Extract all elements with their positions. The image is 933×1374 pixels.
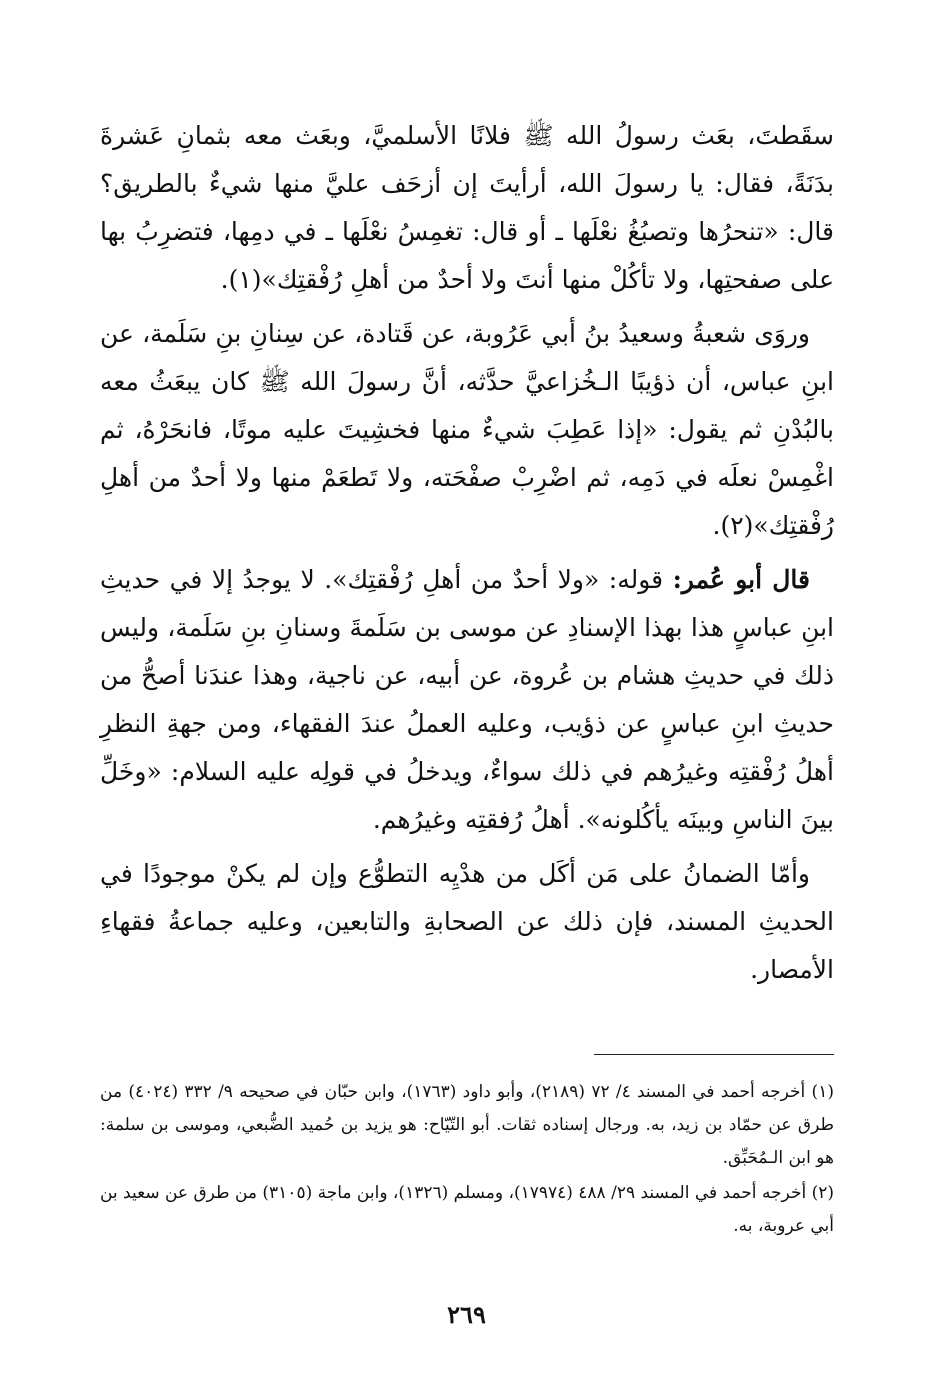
footnote-1: (١) أخرجه أحمد في المسند ٤/ ٧٢ (٢١٨٩)، وأبو داود (١٧٦٣)، وابن حبّان في صحيحه ٩/ ٣٣٢ (٤٠٢٤) من طرق عن حمّاد بن زيد، به. ورجال إسناده ثقات. أبو التّيّاح: هو يزيد بن حُميد الضُّبعي، وموسى بن سلمة: هو ابن الـمُحَبِّق.: [100, 1082, 834, 1168]
paragraph-3: [100, 556, 834, 844]
paragraph-2: وروَى شعبةُ وسعيدُ بنُ أبي عَرُوبة، عن قَتادة، عن سِنانِ بنِ سَلَمة، عن ابنِ عباس، أن ذؤيبًا الـخُزاعيَّ حدَّثه، أنَّ رسولَ الله ﷺ كان يبعَثُ معه بالبُدْنِ ثم يقول: «إذا عَطِبَ شيءٌ منها فخشِيتَ عليه موتًا، فانحَرْهُ، ثم اغْمِسْ نعلَه في دَمِه، ثم اضْرِبْ صفْحَته، ولا تَطعَمْ منها ولا أحدٌ من أهلِ رُفْقتِك»(٢).: [100, 319, 834, 540]
paragraph-1: سقَطتَ، بعَث رسولُ الله ﷺ فلانًا الأسلميَّ، وبعَث معه بثمانِ عَشرةَ بدَنَةً، فقال: يا رسولَ الله، أرأيتَ إن أزحَف عليَّ منها شيءٌ بالطريق؟ قال: «تنحرُها وتصبُغُ نعْلَها ـ أو قال: تغمِسُ نعْلَها ـ في دمِها، فتضرِبُ بها على صفحتِها، ولا تأكُلْ منها أنتَ ولا أحدٌ من أهلِ رُفْقتِك»(١).: [100, 121, 834, 294]
footnote-separator: [594, 1054, 834, 1055]
footnote-2: (٢) أخرجه أحمد في المسند ٢٩/ ٤٨٨ (١٧٩٧٤)، ومسلم (١٣٢٦)، وابن ماجة (٣١٠٥) من طرق عن سعيد بن أبي عروبة، به.: [99, 1183, 834, 1236]
paragraph-3-text: قوله: «ولا أحدٌ من أهلِ رُفْقتِك». لا يوجدُ إلا في حديثِ ابنِ عباسٍ هذا بهذا الإسنادِ عن موسى بن سَلَمةَ وسنانِ بنِ سَلَمة، وليس ذلك في حديثِ هشام بن عُروة، عن أبيه، عن ناجية، وهذا عندَنا أصحُّ من حديثِ ابنِ عباسٍ عن ذؤيب، وعليه العملُ عندَ الفقهاء، ومن جهةِ النظرِ أهلُ رُفْقتِه وغيرُهم في ذلك سواءٌ، ويدخلُ في قولِه عليه السلام: «وخَلِّ بينَ الناسِ وبينَه يأكُلونه». أهلُ رُفقتِه وغيرُهم.: [100, 565, 834, 834]
paragraph-3-lead: قال أبو عُمر:: [672, 565, 810, 594]
page-body: [100, 112, 834, 1000]
footnotes: [100, 1076, 834, 1245]
paragraph-4: وأمّا الضمانُ على مَن أكَل من هدْيِه التطوُّع وإن لم يكنْ موجودًا في الحديثِ المسند، فإن ذلك عن الصحابةِ والتابعين، وعليه جماعةُ فقهاءِ الأمصار.: [100, 859, 834, 984]
page-number: ٢٦٩: [447, 1300, 486, 1329]
